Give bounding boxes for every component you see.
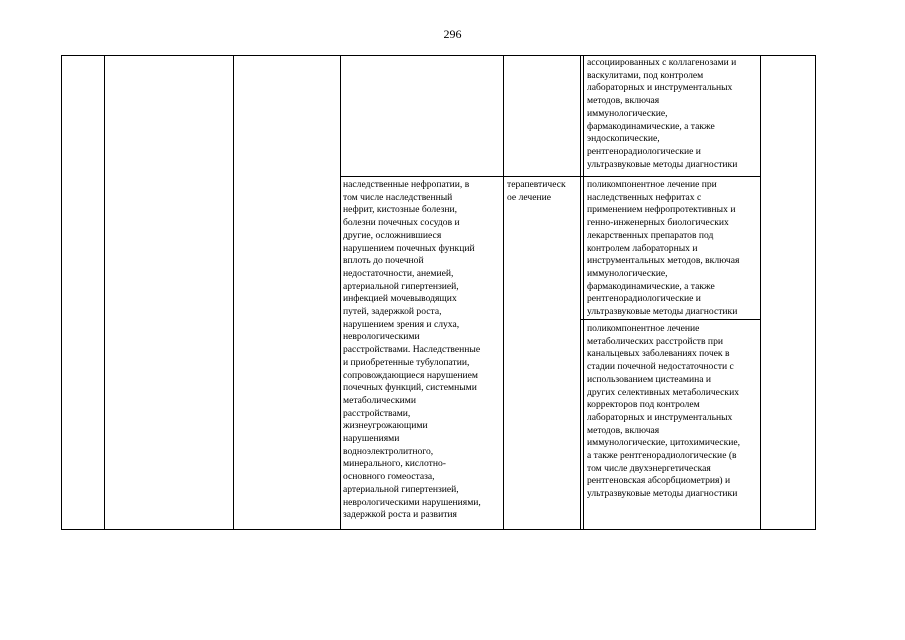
col-line-2	[233, 55, 234, 530]
method-cell-2: поликомпонентное лечение метаболических расстройств при канальцевых заболеваниях почек в стадии почечной недостаточности с использованием цистеамина и других селективных метаболических корректоров под контролем лабораторных и инструментальных методов, включая иммунологические, цитохимические, а также рентгенорадиологические (в том числе двухэнергетическая рентгеновская абсорбциометрия) и ультразвуковые методы диагностики	[587, 323, 741, 500]
diagnosis-cell: наследственные нефропатии, в том числе наследственный нефрит, кистозные болезни, болезни почечных сосудов и другие, осложнившиеся нарушением почечных функций вплоть до почечной недостаточности, анемией, артериальной гипертензией, инфекцией мочевыводящих путей, задержкой роста, нарушением зрения и слуха, неврологическими расстройствами. Наследственные и приобретенные тубулопатии, сопровождающиеся нарушением почечных функций, системными метаболическими расстройствами, жизнеугрожающими нарушениями водноэлектролитного, минерального, кислотно- основного гомеостаза, артериальной гипертензией, неврологическими нарушениями, задержкой роста и развития	[343, 179, 481, 521]
col-line-1	[104, 55, 105, 530]
method-divider	[580, 319, 760, 320]
method-cell-1: поликомпонентное лечение при наследственных нефритах с применением нефропротективных и генно-инженерных биологических лекарственных препаратов под контролем лабораторных и инструментальных методов, включая иммунологические, фармакодинамические, а также рентгенорадиологические и ультразвуковые методы диагностики	[587, 179, 740, 318]
table-bottom-border	[61, 529, 816, 530]
col-line-3	[340, 55, 341, 530]
col-line-7	[815, 55, 816, 530]
col-line-0	[61, 55, 62, 530]
col-line-5b	[583, 55, 584, 530]
col-line-4	[503, 55, 504, 530]
page-number: 296	[443, 27, 462, 41]
table-top-border	[61, 55, 816, 56]
row-divider	[340, 176, 760, 177]
medical-care-table	[61, 55, 816, 530]
col-line-6	[760, 55, 761, 530]
method-cell-continued: ассоциированных с коллагенозами и васкулитами, под контролем лабораторных и инструментальных методов, включая иммунологические, фармакодинамические, а также эндоскопические, рентгенорадиологические и ультразвуковые методы диагностики	[587, 57, 738, 170]
treatment-type-cell: терапевтическ ое лечение	[507, 179, 566, 203]
col-line-5a	[580, 55, 581, 530]
